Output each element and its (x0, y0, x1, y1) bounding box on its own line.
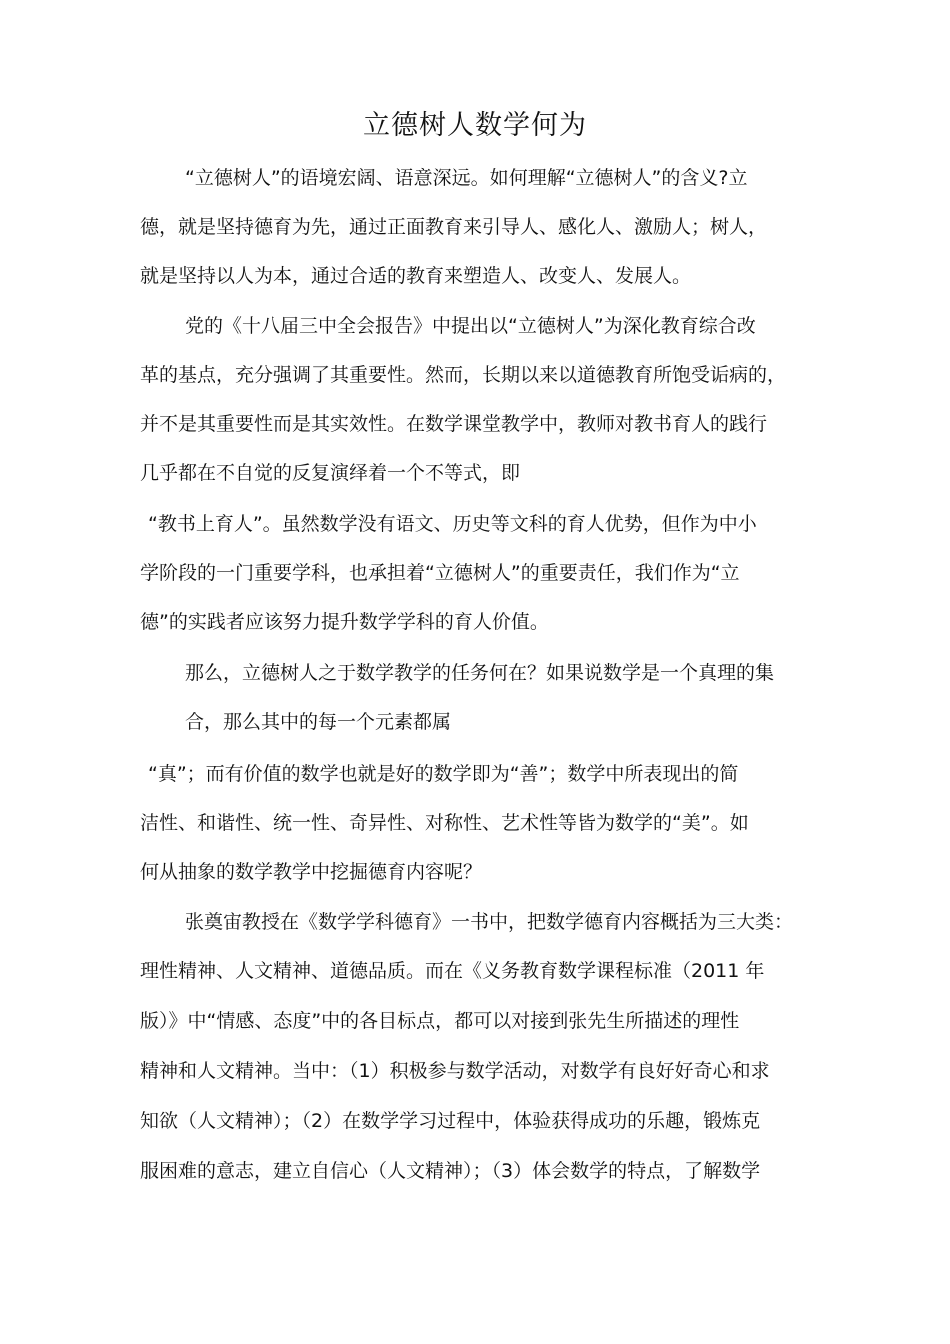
paragraph-line: 合，那么其中的每一个元素都属 (185, 711, 452, 733)
paragraph-line: “真”；而有价值的数学也就是好的数学即为“善”；数学中所表现出的简 (148, 763, 739, 785)
paragraph-line: 德”的实践者应该努力提升数学学科的育人价值。 (140, 611, 549, 633)
paragraph-line: 洁性、和谐性、统一性、奇异性、对称性、艺术性等皆为数学的“美”。如 (140, 812, 749, 834)
paragraph-line: 知欲（人文精神）；（2）在数学学习过程中，体验获得成功的乐趣，锻炼克 (140, 1110, 761, 1132)
paragraph-line: 德，就是坚持德育为先，通过正面教育来引导人、感化人、激励人；树人， (140, 216, 768, 238)
paragraph-line: 精神和人文精神。当中：（1）积极参与数学活动，对数学有良好好奇心和求 (140, 1060, 770, 1082)
paragraph-line: 服困难的意志，建立自信心（人文精神）；（3）体会数学的特点，了解数学 (140, 1160, 761, 1182)
paragraph-line: 并不是其重要性而是其实效性。在数学课堂教学中，教师对教书育人的践行 (140, 413, 768, 435)
paragraph-line: 就是坚持以人为本，通过合适的教育来塑造人、改变人、发展人。 (140, 265, 692, 287)
paragraph-line: 何从抽象的数学教学中挖掘德育内容呢？ (140, 861, 483, 883)
paragraph-line: 党的《十八届三中全会报告》中提出以“立德树人”为深化教育综合改 (185, 315, 756, 337)
document-title: 立德树人数学何为 (363, 110, 587, 141)
paragraph-line: 革的基点，充分强调了其重要性。然而，长期以来以道德教育所饱受诟病的， (140, 364, 787, 386)
paragraph-line: 几乎都在不自觉的反复演绎着一个不等式，即 (140, 462, 521, 484)
paragraph-line: 理性精神、人文精神、道德品质。而在《义务教育数学课程标准（2011 年 (140, 960, 765, 982)
paragraph-line: “立德树人”的语境宏阔、语意深远。如何理解“立德树人”的含义?立 (185, 167, 748, 189)
paragraph-line: 那么，立德树人之于数学教学的任务何在？如果说数学是一个真理的集 (185, 662, 775, 684)
paragraph-line: “教书上育人”。虽然数学没有语文、历史等文科的育人优势，但作为中小 (148, 513, 757, 535)
paragraph-line: 版）》中“情感、态度”中的各目标点，都可以对接到张先生所描述的理性 (140, 1010, 740, 1032)
paragraph-line: 张奠宙教授在《数学学科德育》一书中，把数学德育内容概括为三大类： (185, 911, 794, 933)
paragraph-line: 学阶段的一门重要学科，也承担着“立德树人”的重要责任，我们作为“立 (140, 562, 740, 584)
